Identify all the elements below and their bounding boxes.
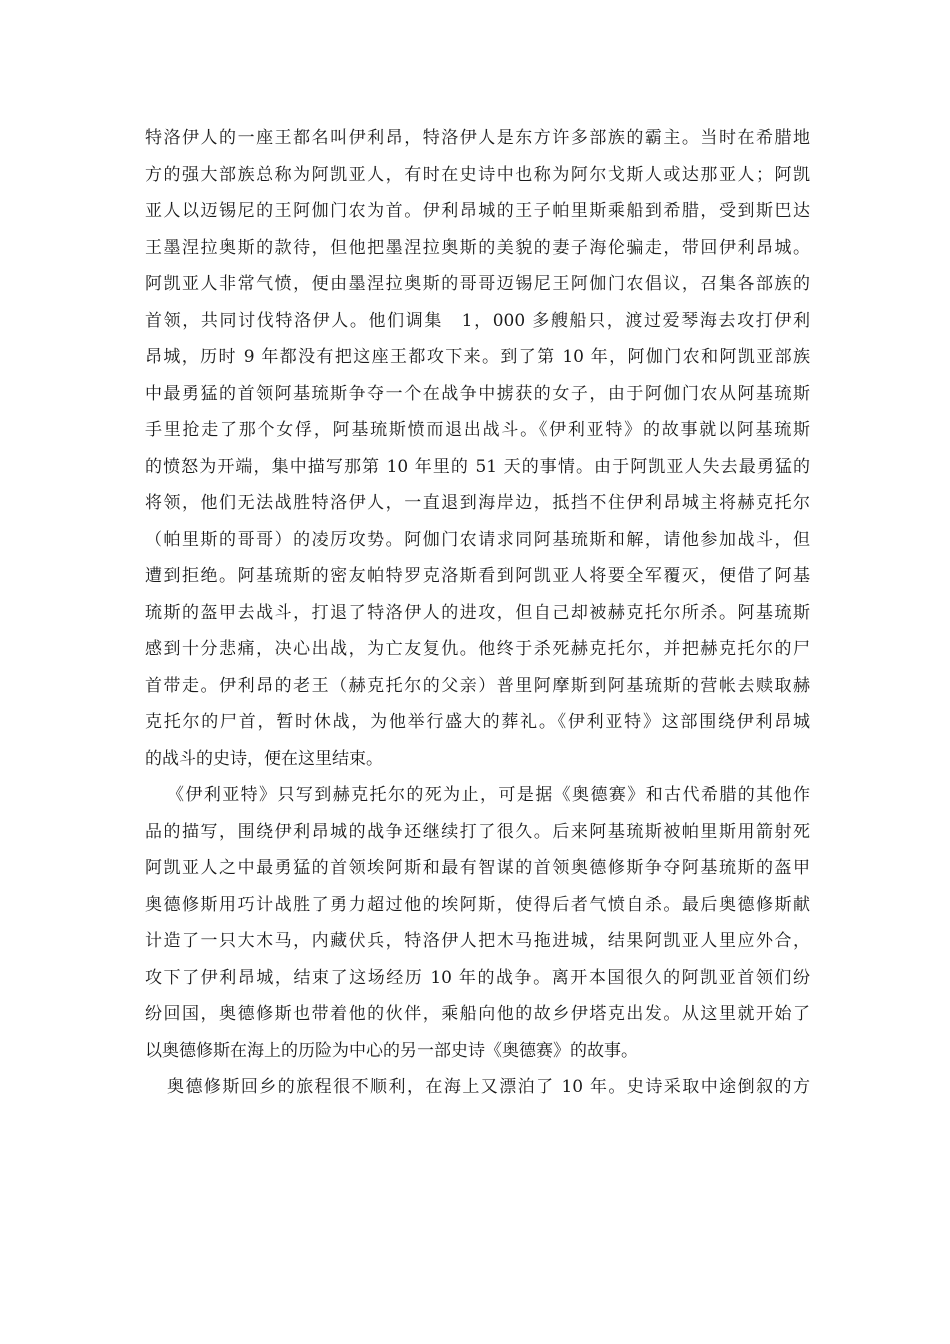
text-line: 克托尔的尸首，暂时休战，为他举行盛大的葬礼。《伊利亚特》这部围绕伊利昂城 [145, 712, 810, 732]
text-line: 的愤怒为开端，集中描写那第 10 年里的 51 天的事情。由于阿凯亚人失去最勇猛的 [145, 456, 810, 477]
text-line: 计造了一只大木马，内藏伏兵，特洛伊人把木马拖进城，结果阿凯亚人里应外合， [145, 931, 810, 951]
text-line: 首带走。伊利昂的老王（赫克托尔的父亲）普里阿摩斯到阿基琉斯的营帐去赎取赫 [145, 675, 810, 696]
text-line: 的战斗的史诗，便在这里结束。 [145, 748, 383, 769]
text-line: 阿凯亚人非常气愤，便由墨涅拉奥斯的哥哥迈锡尼王阿伽门农倡议，召集各部族的 [145, 274, 810, 294]
text-line: （帕里斯的哥哥）的凌厉攻势。阿伽门农请求同阿基琉斯和解，请他参加战斗，但 [145, 529, 810, 550]
text-line: 将领，他们无法战胜特洛伊人，一直退到海岸边，抵挡不住伊利昂城主将赫克托尔 [145, 493, 810, 513]
text-line: 亚人以迈锡尼的王阿伽门农为首。伊利昂城的王子帕里斯乘船到希腊，受到斯巴达 [145, 201, 810, 221]
text-line: 中最勇猛的首领阿基琉斯争夺一个在战争中掳获的女子，由于阿伽门农从阿基琉斯 [145, 383, 810, 404]
text-line: 奥德修斯用巧计战胜了勇力超过他的埃阿斯，使得后者气愤自杀。最后奥德修斯献 [145, 894, 810, 915]
text-line: 遭到拒绝。阿基琉斯的密友帕特罗克洛斯看到阿凯亚人将要全军覆灭，便借了阿基 [145, 566, 810, 586]
text-line: 阿凯亚人之中最勇猛的首领埃阿斯和最有智谋的首领奥德修斯争夺阿基琉斯的盔甲 [145, 858, 810, 878]
text-line: 攻下了伊利昂城，结束了这场经历 10 年的战争。离开本国很久的阿凯亚首领们纷 [145, 967, 810, 988]
paragraph-first-line: 《伊利亚特》只写到赫克托尔的死为止，可是据《奥德赛》和古代希腊的其他作 [167, 785, 810, 805]
text-line: 琉斯的盔甲去战斗，打退了特洛伊人的进攻，但自己却被赫克托尔所杀。阿基琉斯 [145, 602, 810, 623]
paragraph-first-line: 奥德修斯回乡的旅程很不顺利，在海上又漂泊了 10 年。史诗采取中途倒叙的方 [167, 1077, 810, 1097]
text-line: 方的强大部族总称为阿凯亚人，有时在史诗中也称为阿尔戈斯人或达那亚人；阿凯 [145, 164, 810, 185]
text-line: 手里抢走了那个女俘，阿基琉斯愤而退出战斗。《伊利亚特》的故事就以阿基琉斯 [145, 420, 810, 440]
text-line: 特洛伊人的一座王都名叫伊利昂，特洛伊人是东方许多部族的霸主。当时在希腊地 [145, 128, 810, 148]
text-line: 以奥德修斯在海上的历险为中心的另一部史诗《奥德赛》的故事。 [145, 1040, 638, 1061]
text-line: 王墨涅拉奥斯的款待，但他把墨涅拉奥斯的美貌的妻子海伦骗走，带回伊利昂城。 [145, 237, 810, 258]
text-line: 感到十分悲痛，决心出战，为亡友复仇。他终于杀死赫克托尔，并把赫克托尔的尸 [145, 639, 810, 659]
text-line: 首领，共同讨伐特洛伊人。他们调集 1，000 多艘船只，渡过爱琴海去攻打伊利 [145, 310, 810, 331]
text-line: 品的描写，围绕伊利昂城的战争还继续打了很久。后来阿基琉斯被帕里斯用箭射死 [145, 821, 810, 842]
text-line: 昂城，历时 9 年都没有把这座王都攻下来。到了第 10 年，阿伽门农和阿凯亚部族 [145, 347, 810, 367]
body-text [145, 120, 810, 1106]
text-line: 纷回国，奥德修斯也带着他的伙伴，乘船向他的故乡伊塔克出发。从这里就开始了 [145, 1004, 810, 1024]
